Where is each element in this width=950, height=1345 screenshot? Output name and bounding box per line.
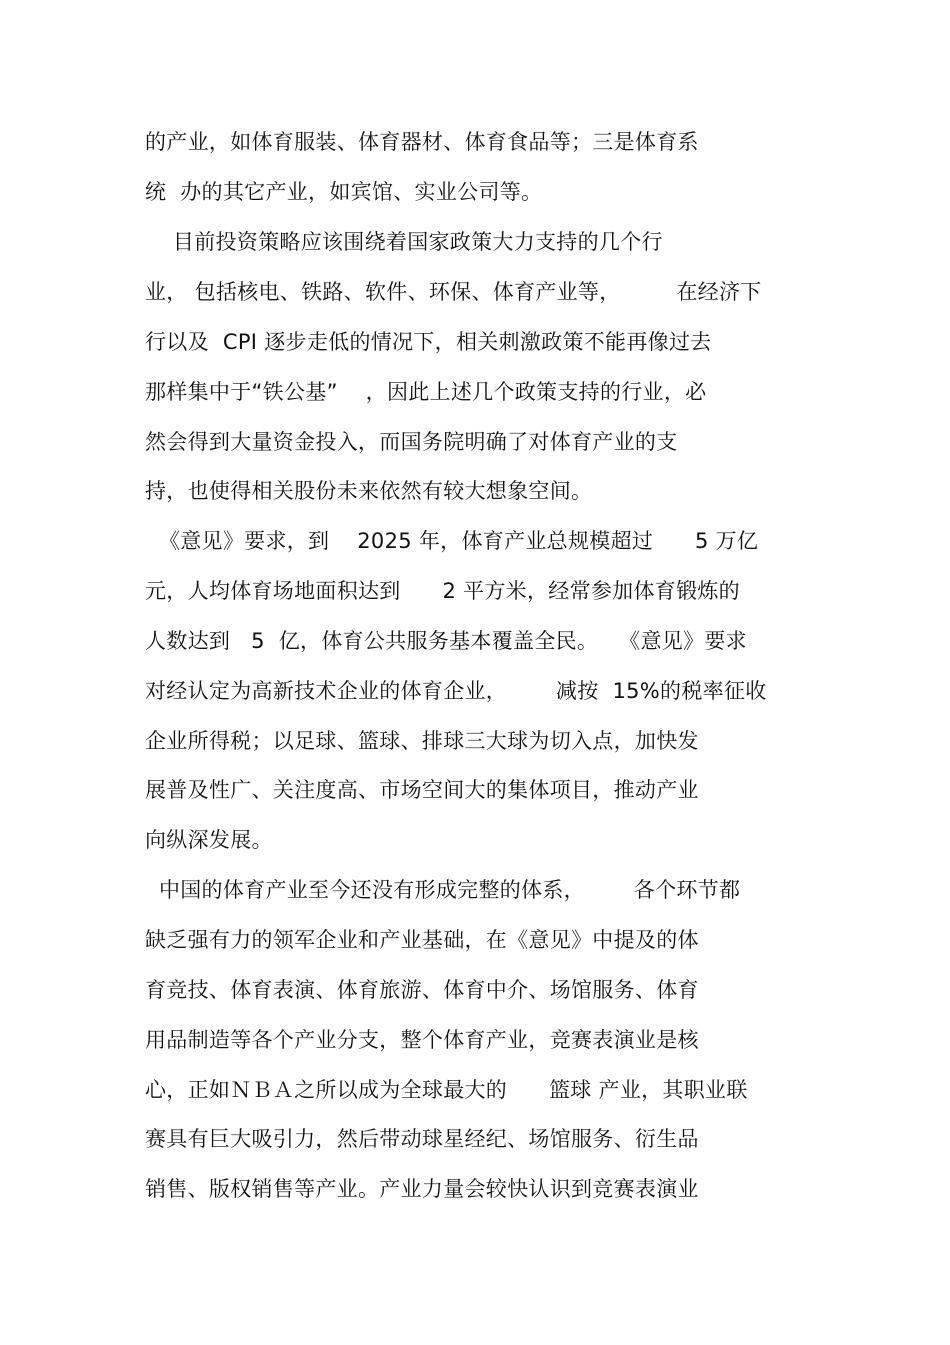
text-line: 企业所得税；以足球、篮球、排球三大球为切入点，加快发 (145, 729, 699, 753)
text-line: 销售、版权销售等产业。产业力量会较快认识到竞赛表演业 (145, 1177, 699, 1201)
text-line: 中国的体育产业至今还没有形成完整的体系， 各个环节都 (145, 878, 741, 902)
text-line: 人数达到 5 亿，体育公共服务基本覆盖全民。 《意见》要求 (145, 629, 747, 653)
text-line: 《意见》要求，到 2025 年，体育产业总规模超过 5 万亿 (145, 529, 759, 553)
text-line: 用品制造等各个产业分支，整个体育产业，竞赛表演业是核 (145, 1028, 699, 1052)
text-line: 向纵深发展。 (145, 828, 273, 852)
text-line: 缺乏强有力的领军企业和产业基础，在《意见》中提及的体 (145, 928, 699, 952)
text-line: 元，人均体育场地面积达到 2 平方米，经常参加体育锻炼的 (145, 579, 740, 603)
text-line: 对经认定为高新技术企业的体育企业， 减按 15%的税率征收 (145, 679, 767, 703)
text-line: 目前投资策略应该围绕着国家政策大力支持的几个行 (145, 230, 663, 254)
text-line: 赛具有巨大吸引力，然后带动球星经纪、场馆服务、衍生品 (145, 1127, 699, 1151)
text-line: 那样集中于“铁公基” ，因此上述几个政策支持的行业，必 (145, 380, 707, 404)
text-line: 然会得到大量资金投入，而国务院明确了对体育产业的支 (145, 430, 678, 454)
text-line: 的产业，如体育服装、体育器材、体育食品等；三是体育系 (145, 130, 699, 154)
text-line: 行以及 CPI 逐步走低的情况下，相关刺激政策不能再像过去 (145, 330, 712, 354)
text-line: 育竞技、体育表演、体育旅游、体育中介、场馆服务、体育 (145, 978, 699, 1002)
text-line: 业， 包括核电、铁路、软件、环保、体育产业等， 在经济下 (145, 280, 762, 304)
text-line: 统 办的其它产业，如宾馆、实业公司等。 (145, 180, 543, 204)
text-line: 心，正如ＮＢＡ之所以成为全球最大的 篮球 产业，其职业联 (145, 1078, 748, 1102)
text-line: 展普及性广、关注度高、市场空间大的集体项目，推动产业 (145, 778, 699, 802)
text-line: 持，也使得相关股份未来依然有较大想象空间。 (145, 479, 593, 503)
